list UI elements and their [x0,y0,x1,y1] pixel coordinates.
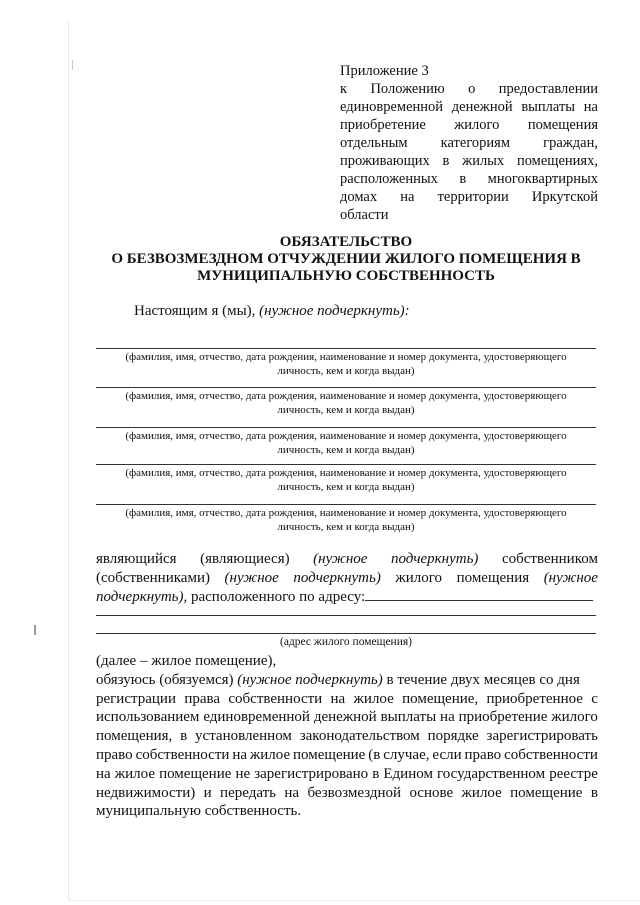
document-title: ОБЯЗАТЕЛЬСТВО [279,234,413,250]
intro-text: Настоящим я (мы), [134,303,256,319]
person-field-caption: (фамилия, имя, отчество, дата рождения, наименование и номер документа, удостоверяющего личность, кем и когда выдан) [125,467,567,493]
person-field-caption: (фамилия, имя, отчество, дата рождения, наименование и номер документа, удостоверяющего личность, кем и когда выдан) [125,390,567,416]
owner-paragraph: являющийся (являющиеся) (нужное подчеркнуть) собственником (собственниками) (нужное подчеркнуть) жилого помещения (нужное подчеркнуть), расположенного по адресу: [96,551,598,605]
intro-note: (нужное подчеркнуть): [259,303,410,319]
left-margin-line [68,20,69,900]
person-fill-line[interactable] [96,427,596,428]
address-caption: (адрес жилого помещения) [279,636,412,648]
document-subtitle: О БЕЗВОЗМЕЗДНОМ ОТЧУЖДЕНИИ ЖИЛОГО ПОМЕЩЕНИЯ В [111,251,581,267]
appendix-line: расположенных в многоквартирных [340,171,598,187]
person-fill-line[interactable] [96,348,596,349]
scan-speck [72,60,73,70]
scan-speck [34,625,36,635]
address-fill-line[interactable] [96,615,596,616]
appendix-line: домах на территории Иркутской [340,189,598,205]
person-field-caption: (фамилия, имя, отчество, дата рождения, наименование и номер документа, удостоверяющего личность, кем и когда выдан) [125,351,567,377]
person-fill-line[interactable] [96,464,596,465]
obligation-paragraph: (далее – жилое помещение), обязуюсь (обязуемся) (нужное подчеркнуть) в течение двух месяцев со дня регистрации права собственности на жилое помещение, приобретенное с использованием единовременной денежной выплаты на приобретение жилого помещения, в установленном законодательством порядке зарегистрировать право собственности на жилое помещение (в случае, если право собственности на жилое помещение не зарегистрировано в Едином государственном реестре недвижимости) и передать на безвозмездной основе жилое помещение в муниципальную собственность. [96,653,598,820]
appendix-line: единовременной денежной выплаты на [340,99,598,115]
intro-line [134,303,410,320]
person-field-caption: (фамилия, имя, отчество, дата рождения, наименование и номер документа, удостоверяющего личность, кем и когда выдан) [125,430,567,456]
bottom-edge-line [68,900,640,901]
appendix-line: Приложение 3 [340,63,429,79]
person-field-caption: (фамилия, имя, отчество, дата рождения, наименование и номер документа, удостоверяющего личность, кем и когда выдан) [125,507,567,533]
appendix-line: области [340,207,389,223]
document-subtitle: МУНИЦИПАЛЬНУЮ СОБСТВЕННОСТЬ [197,268,495,284]
appendix-line: к Положению о предоставлении [340,81,598,97]
appendix-block [340,62,598,224]
appendix-line: приобретение жилого помещения [340,117,598,133]
address-fill-line[interactable] [96,633,596,634]
appendix-line: отдельным категориям граждан, [340,135,598,151]
appendix-line: проживающих в жилых помещениях, [340,153,598,169]
person-fill-line[interactable] [96,387,596,388]
address-fill-inline[interactable] [365,588,593,601]
person-fill-line[interactable] [96,504,596,505]
